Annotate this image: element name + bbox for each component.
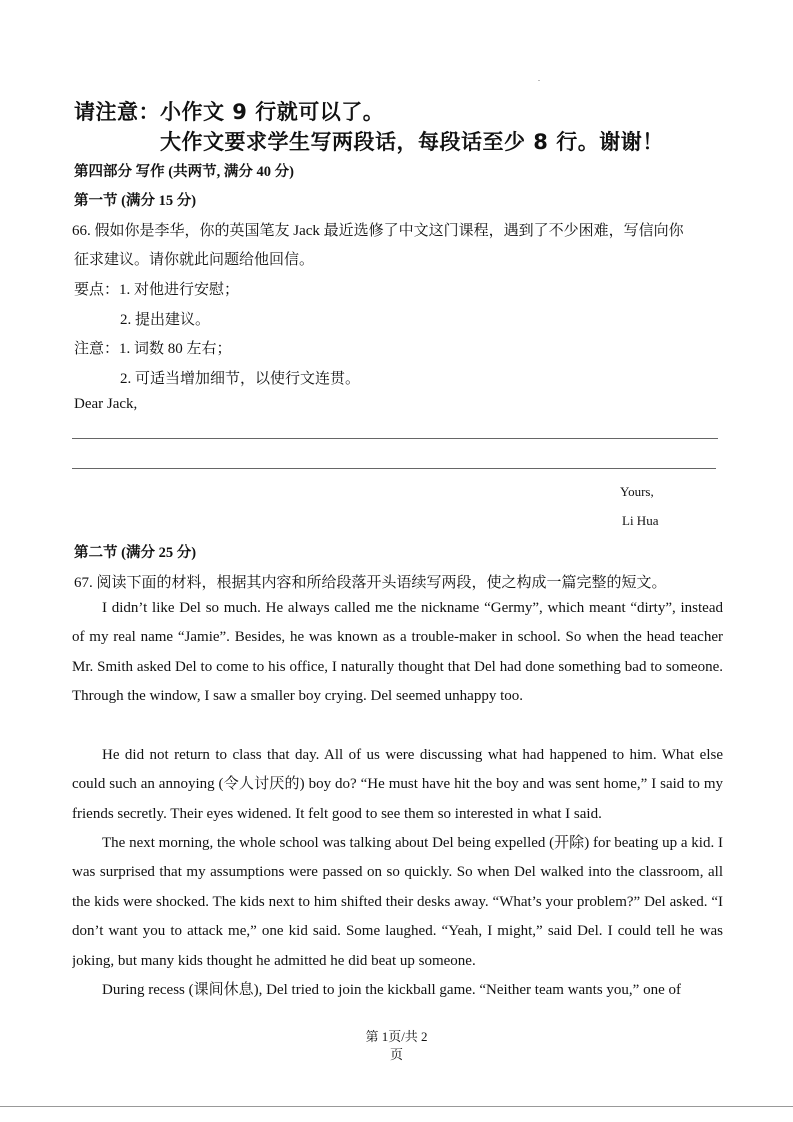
scan-speck [538,80,540,81]
answer-line-1 [72,438,718,439]
question-66-line-1: 66. 假如你是李华，你的英国笔友 Jack 最近选修了中文这门课程，遇到了不少困难，写信向你 [72,223,684,239]
passage-paragraph-3: The next morning, the whole school was talking about Del being expelled (开除) for beating up a kid. I was surprised that my assumptions were passed on so quickly. So when Del walked into the classroom, all the kids were shocked. The kids next to him shifted their desks away. “What’s your problem?” Del asked. “I don’t want you to attack me,” one kid said. Some laughed. “Yeah, I might,” said Del. I could tell he was joking, but many kids thought he admitted he did beat up someone. [72,835,723,969]
points-line-1: 要点：1. 对他进行安慰； [74,282,240,298]
part-4-title: 第四部分 写作 (共两节, 满分 40 分) [74,164,294,180]
points-line-2: 2. 提出建议。 [120,312,211,328]
section-2-title: 第二节 (满分 25 分) [74,545,197,561]
question-67-instruction: 67. 阅读下面的材料，根据其内容和所给段落开头语续写两段，使之构成一篇完整的短文。 [74,575,667,591]
notes-line-1: 注意：1. 词数 80 左右； [74,341,232,357]
notes-line-2: 2. 可适当增加细节，以使行文连贯。 [120,371,361,387]
signature: Li Hua [622,513,659,528]
notice-line-2: 大作文要求学生写两段话，每段话至少 8 行。谢谢！ [160,130,664,154]
answer-line-2 [72,468,716,469]
closing: Yours, [620,484,654,499]
question-66-line-2: 征求建议。请你就此问题给他回信。 [74,252,315,268]
passage-paragraph-2: He did not return to class that day. All of us were discussing what had happened to him. What else could such an annoying (令人讨厌的) boy do? “He must have hit the boy and was sent home,” I said to my friends secretly. Their eyes widened. It felt good to see them so interested in what I said. [72,747,723,822]
page-number-line-2: 页 [389,1047,403,1062]
passage-paragraph-1: I didn’t like Del so much. He always called me the nickname “Germy”, which meant “dirty”, instead of my real name “Jamie”. Besides, he was known as a trouble-maker in school. So when the head teacher Mr. Smith asked Del to come to his office, I naturally thought that Del had done something bad to someone. Through the window, I saw a smaller boy crying. Del seemed unhappy too. [72,600,723,705]
page-number-line-1: 第 1页/共 2 [365,1029,428,1044]
salutation: Dear Jack, [74,396,138,412]
page-bottom-divider [0,1106,793,1107]
notice-line-1: 请注意：小作文 9 行就可以了。 [74,100,385,124]
passage-paragraph-4: During recess (课间休息), Del tried to join the kickball game. “Neither team wants you,” one of [102,982,681,998]
section-1-title: 第一节 (满分 15 分) [74,193,197,209]
